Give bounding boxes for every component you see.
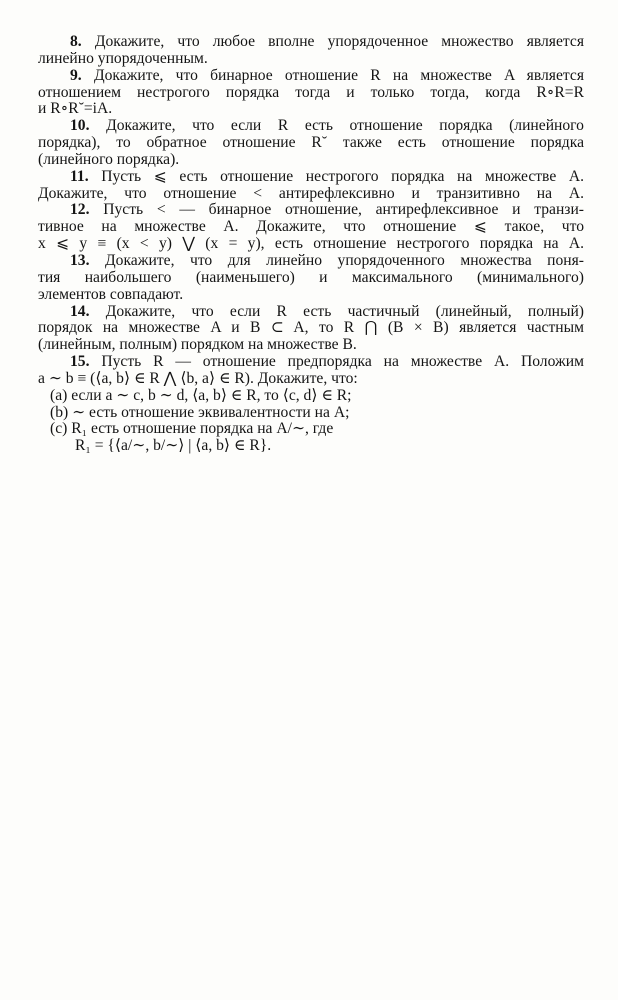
problem-number: 10. [70, 117, 90, 135]
problem-number: 11. [70, 167, 89, 185]
problem-number: 8. [70, 33, 82, 50]
problem-9 [38, 68, 584, 119]
problem-15 [38, 354, 584, 455]
problem-line: линейно упорядоченным. [38, 49, 208, 67]
problem-line: порядка), то обратное отношение R˘ также есть отношение порядка [38, 134, 584, 152]
problem-12 [38, 202, 584, 253]
problem-line: и R∘R˘=iA. [38, 100, 113, 118]
problem-10 [38, 118, 584, 169]
problem-11 [38, 169, 584, 203]
problem-line: (линейного порядка). [38, 150, 180, 168]
problem-line: 11. Пусть ⩽ есть отношение нестрогого порядка на множестве A. [70, 167, 584, 185]
problem-line: x ⩽ y ≡ (x < y) ⋁ (x = y), есть отношение нестрогого порядка на A. [38, 235, 584, 253]
problem-line: Докажите, что отношение < антирефлексивно и транзитивно на A. [38, 184, 584, 202]
problem-number: 13. [70, 251, 90, 269]
sub-item-c: (c) R₁ есть отношение порядка на A/∼, где [50, 420, 334, 438]
problem-line: 10. Докажите, что если R есть отношение порядка (линейного [70, 117, 584, 135]
problem-number: 9. [70, 66, 82, 84]
problem-8 [38, 34, 584, 68]
problem-number: 15. [70, 353, 90, 371]
problem-line: 8. Докажите, что любое вполне упорядоченное множество является [70, 33, 584, 50]
problem-line: порядок на множестве A и B ⊂ A, то R ⋂ (B × B) является частным [38, 319, 584, 337]
problem-line: тия наибольшего (наименьшего) и максимального (минимального) [38, 268, 584, 286]
problem-line: отношением нестрогого порядка тогда и только тогда, когда R∘R=R [38, 83, 584, 101]
problem-number: 14. [70, 302, 90, 320]
problem-14 [38, 304, 584, 355]
problem-13 [38, 253, 584, 304]
problem-line: 12. Пусть < — бинарное отношение, антирефлексивное и транзи- [70, 201, 584, 219]
problem-line: 13. Докажите, что для линейно упорядоченного множества поня- [70, 251, 584, 269]
exercises-text [38, 34, 584, 455]
sub-item-a: (a) если a ∼ c, b ∼ d, ⟨a, b⟩ ∈ R, то ⟨c, d⟩ ∈ R; [50, 386, 352, 404]
formula-line: R₁ = {⟨a/∼, b/∼⟩ | ⟨a, b⟩ ∈ R}. [75, 437, 272, 455]
sub-item-b: (b) ∼ есть отношение эквивалентности на A; [50, 403, 350, 421]
problem-line: a ∼ b ≡ (⟨a, b⟩ ∈ R ⋀ ⟨b, a⟩ ∈ R). Докажите, что: [38, 369, 358, 387]
problem-line: (линейным, полным) порядком на множестве B. [38, 336, 357, 354]
problem-line: 9. Докажите, что бинарное отношение R на множестве A является [70, 66, 584, 84]
problem-line: 14. Докажите, что если R есть частичный (линейный, полный) [70, 302, 584, 320]
problem-number: 12. [70, 201, 90, 219]
problem-line: 15. Пусть R — отношение предпорядка на множестве A. Положим [70, 353, 584, 371]
problem-line: элементов совпадают. [38, 285, 184, 303]
problem-line: тивное на множестве A. Докажите, что отношение ⩽ такое, что [38, 218, 584, 236]
